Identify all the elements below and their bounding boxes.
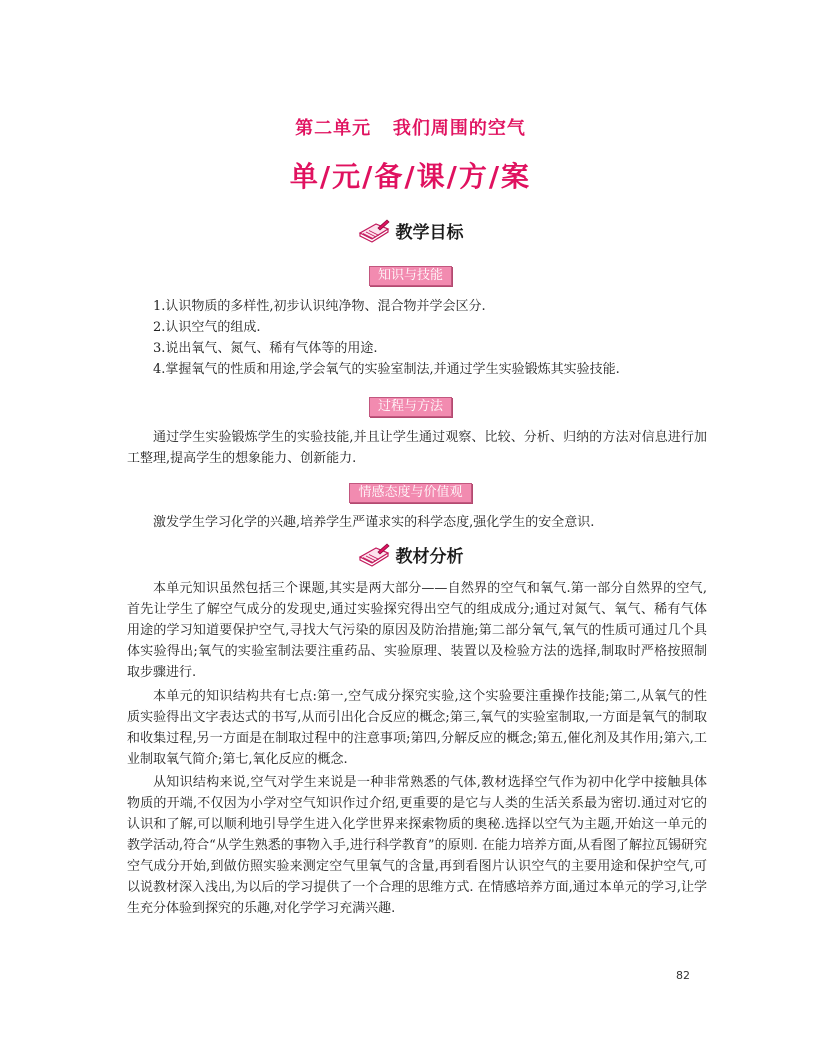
book-pen-icon — [358, 543, 390, 567]
list-item: 2.认识空气的组成. — [153, 320, 261, 335]
list-item: 4.掌握氧气的性质和用途,学会氧气的实验室制法,并通过学生实验锻炼其实验技能. — [153, 362, 620, 377]
knowledge-list — [153, 296, 713, 380]
tag-process-method — [0, 395, 821, 417]
analysis-paragraph-2: 本单元的知识结构共有七点:第一,空气成分探究实验,这个实验要注重操作技能;第二,从氧气的性质实验得出文字表达式的书写,从而引出化合反应的概念;第三,氧气的实验室制取,一方面是氧气的制取和收集过程,另一方面是在制取过程中的注意事项;第四,分解反应的概念;第五,催化剂及其作用;第六,工业制取氧气简介;第七,氧化反应的概念. — [127, 689, 707, 767]
unit-title: 第二单元 我们周围的空气 — [295, 118, 526, 139]
section-heading-label: 教材分析 — [395, 547, 464, 567]
process-paragraph: 通过学生实验锻炼学生的实验技能,并且让学生通过观察、比较、分析、归纳的方法对信息进行加工整理,提高学生的想象能力、创新能力. — [127, 430, 707, 466]
tag-knowledge-skills — [0, 264, 821, 286]
section-heading-goals — [0, 218, 821, 250]
page-number: 82 — [676, 969, 690, 982]
section-heading-label: 教学目标 — [395, 223, 464, 243]
list-item: 3.说出氧气、氮气、稀有气体等的用途. — [153, 341, 378, 356]
section-heading-materials — [0, 542, 821, 574]
tag-label: 情感态度与价值观 — [349, 483, 471, 503]
book-pen-icon — [358, 219, 390, 243]
emotion-paragraph: 激发学生学习化学的兴趣,培养学生严谨求实的科学态度,强化学生的安全意识. — [153, 515, 595, 530]
analysis-paragraph-1: 本单元知识虽然包括三个课题,其实是两大部分——自然界的空气和氧气.第一部分自然界的空气,首先让学生了解空气成分的发现史,通过实验探究得出空气的组成成分;通过对氮气、氧气、稀有气体用途的学习知道要保护空气,寻找大气污染的原因及防治措施;第二部分氧气,氧气的性质可通过几个具体实验得出;氧气的实验室制法要注重药品、实验原理、装置以及检验方法的选择,制取时严格按照制取步骤进行. — [127, 581, 707, 680]
tag-label: 知识与技能 — [369, 266, 452, 286]
tag-label: 过程与方法 — [369, 397, 452, 417]
list-item: 1.认识物质的多样性,初步认识纯净物、混合物并学会区分. — [153, 299, 486, 314]
tag-emotion-values — [0, 481, 821, 503]
analysis-paragraph-3: 从知识结构来说,空气对学生来说是一种非常熟悉的气体,教材选择空气作为初中化学中接触具体物质的开端,不仅因为小学对空气知识作过介绍,更重要的是它与人类的生活关系最为密切.通过对它的认识和了解,可以顺利地引导学生进入化学世界来探索物质的奥秘.选择以空气为主题,开始这一单元的教学活动,符合“从学生熟悉的事物入手,进行科学教育”的原则. 在能力培养方面,从看图了解拉瓦锡研究空气成分开始,到做仿照实验来测定空气里氧气的含量,再到看图片认识空气的主要用途和保护空气,可以说教材深入浅出,为以后的学习提供了一个合理的思维方式. 在情感培养方面,通过本单元的学习,让学生充分体验到探究的乐趣,对化学学习充满兴趣. — [127, 775, 707, 916]
plan-title: 单/元/备/课/方/案 — [289, 160, 532, 193]
